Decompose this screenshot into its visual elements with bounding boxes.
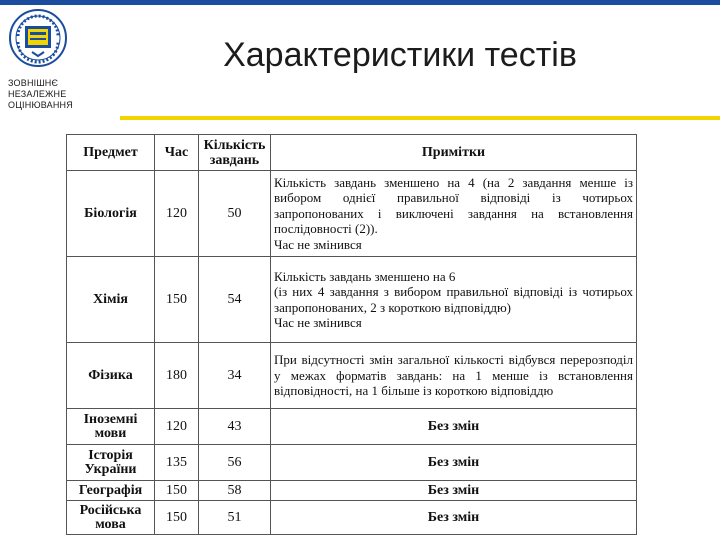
count-cell: 56 [199,445,271,481]
note-text: При відсутності змін загальної кількості відбувся перерозподіл у межах форматів завдань: на 1 менше із встановлення відповідності, на 1 більше із короткою відповіддю [274,352,633,399]
organization-name [8,78,98,111]
time-cell: 180 [155,343,199,409]
page-title: Характеристики тестів [223,36,577,74]
org-line: НЕЗАЛЕЖНЕ [8,89,67,99]
count-cell: 58 [199,481,271,501]
time-cell: 120 [155,171,199,257]
table-row [67,445,637,481]
table-row [67,343,637,409]
time-cell: 150 [155,257,199,343]
notes-cell [271,257,637,343]
subject-cell: Біологія [67,171,155,257]
note-text: Кількість завдань зменшено на 6 [274,268,456,284]
count-cell: 43 [199,409,271,445]
table-row [67,257,637,343]
note-text: Кількість завдань зменшено на 4 (на 2 завдання менше із вибором однієї правильної відповіді із чотирьох запропонованих і виключені завдання на встановлення послідовності (2)). [274,174,633,237]
subject-cell: Хімія [67,257,155,343]
note-text: (із них 4 завдання з вибором правильної відповіді із чотирьох запропонованих, 2 з короткою відповіддю) [274,284,633,315]
count-cell: 50 [199,171,271,257]
note-text: Час не змінився [274,236,362,252]
subject-cell: Географія [67,481,155,501]
top-accent-bar [0,0,720,5]
org-line: ОЦІНЮВАННЯ [8,100,73,110]
subject-cell: Російська мова [67,501,155,535]
org-line: ЗОВНІШНЄ [8,78,59,88]
header-notes: Примітки [271,135,637,171]
zno-logo-icon [8,8,68,70]
time-cell: 150 [155,501,199,535]
count-cell: 54 [199,257,271,343]
subject-cell: Фізика [67,343,155,409]
title-underline [120,116,720,120]
table-row [67,171,637,257]
table-row [67,481,637,501]
tests-table [66,134,637,535]
notes-cell: Без змін [271,481,637,501]
count-cell: 34 [199,343,271,409]
notes-cell: Без змін [271,445,637,481]
time-cell: 120 [155,409,199,445]
table-row [67,501,637,535]
table-row [67,409,637,445]
time-cell: 150 [155,481,199,501]
subject-cell: Історія України [67,445,155,481]
time-cell: 135 [155,445,199,481]
subject-cell: Іноземні мови [67,409,155,445]
notes-cell: Без змін [271,501,637,535]
notes-cell [271,171,637,257]
table-header-row [67,135,637,171]
count-cell: 51 [199,501,271,535]
header-count: Кількість завдань [199,135,271,171]
header-subject: Предмет [67,135,155,171]
notes-cell: Без змін [271,409,637,445]
note-text: Час не змінився [274,315,362,330]
notes-cell [271,343,637,409]
header-time: Час [155,135,199,171]
